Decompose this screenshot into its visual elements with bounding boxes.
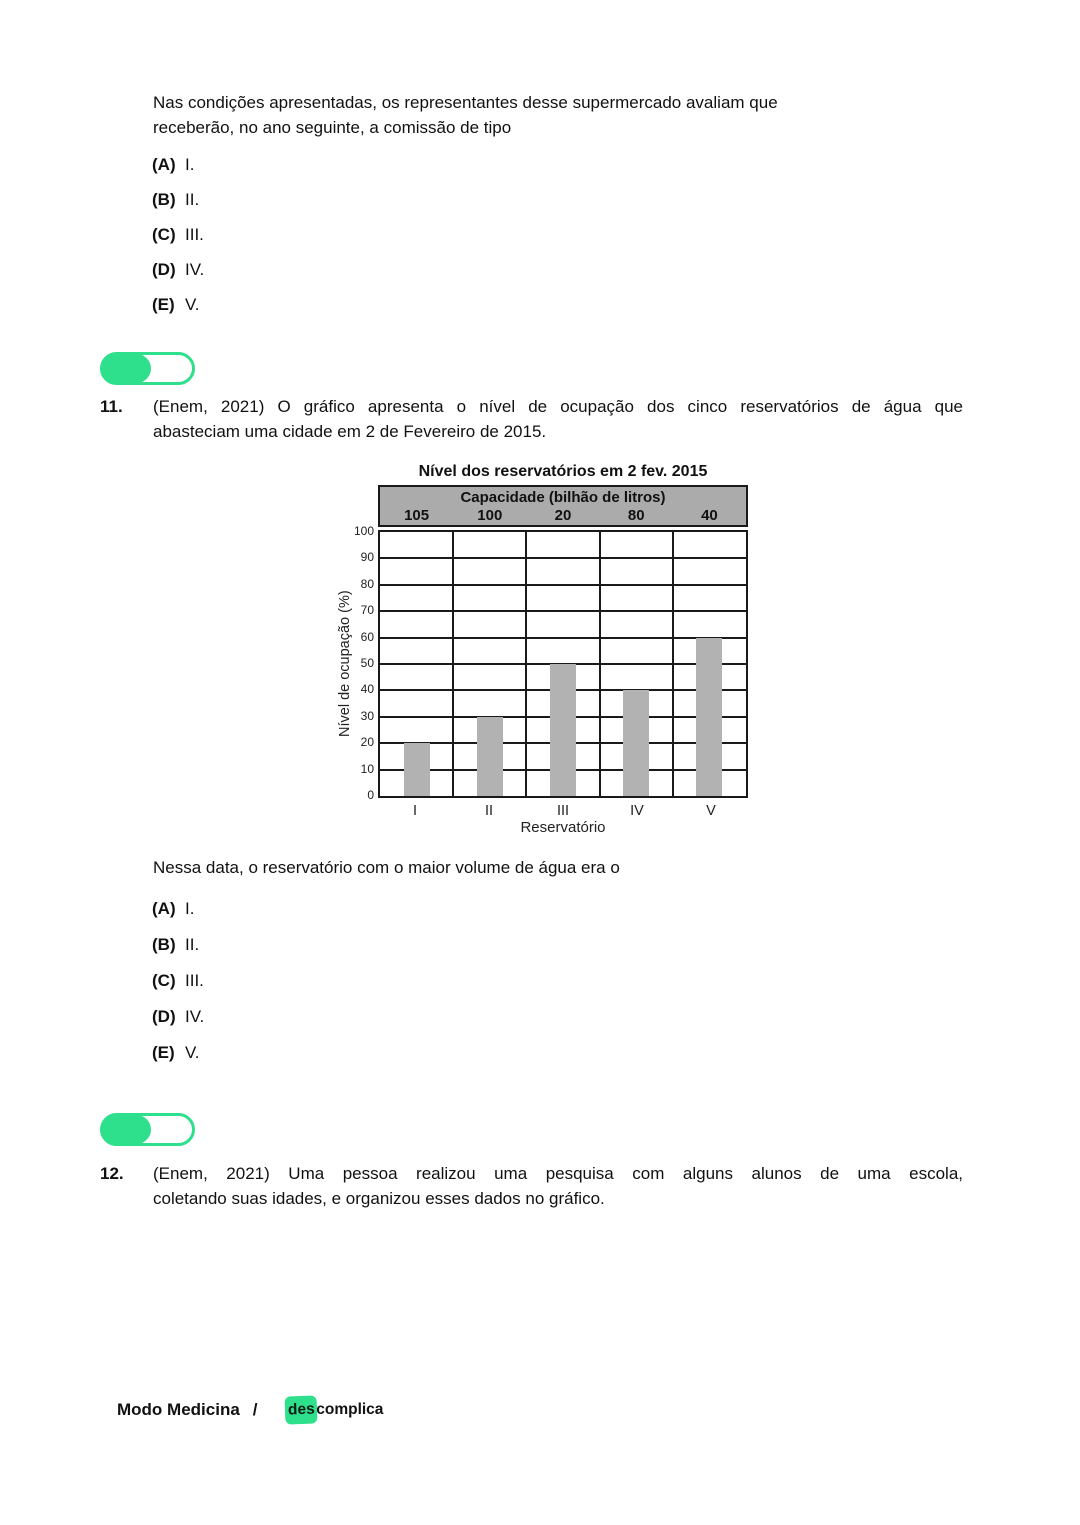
y-tick-label: 20 [360,735,374,750]
option-b [152,932,204,968]
option-text: V. [185,295,200,314]
option-text: IV. [185,260,205,279]
descomplica-logo [285,1396,384,1424]
chart-y-axis-label: Nível de ocupação (%) [337,590,353,738]
option-letter: (E) [152,1043,175,1062]
option-text: II. [185,935,200,954]
gridline [380,610,746,612]
capacity-values [380,507,746,525]
option-a [152,152,204,187]
y-tick-label: 60 [360,629,374,644]
y-tick-label: 40 [360,682,374,697]
option-letter: (C) [152,971,176,990]
question-line: abasteciam uma cidade em 2 de Fevereiro de 2015. [153,422,547,441]
option-text: III. [185,971,204,990]
capacity-value: 20 [554,507,572,524]
toggle-knob-icon [102,1115,151,1144]
option-e [152,292,204,327]
question-11-stem: Nessa data, o reservatório com o maior volume de água era o [153,858,620,877]
bar-reservatorio-I [404,743,430,796]
toggle-knob-icon [102,354,151,383]
option-letter: (B) [152,935,176,954]
x-category-label: II [484,803,494,819]
prompt-line: receberão, no ano seguinte, a comissão de tipo [153,118,512,137]
question-11-options [152,896,204,1076]
option-text: I. [185,899,195,918]
y-tick-label: 50 [360,656,374,670]
option-text: V. [185,1043,200,1062]
capacity-value: 40 [701,507,718,524]
y-tick-label: 70 [360,603,374,618]
capacity-value: 80 [627,507,645,524]
question-12-number: 12. [100,1164,124,1183]
descomplica-logo-icon: des [284,1395,317,1424]
option-letter: (D) [152,1007,176,1026]
question-line: (Enem, 2021) Uma pessoa realizou uma pesquisa com alguns alunos de uma escola, [153,1164,963,1183]
chart-x-axis-label: Reservatório [520,819,606,836]
option-d [152,257,204,292]
y-tick-label: 100 [353,524,374,538]
reservoir-bar-chart [335,462,750,844]
option-letter: (D) [152,260,176,279]
bar-reservatorio-IV [623,690,649,796]
option-text: II. [185,190,200,209]
x-category-label: III [556,803,570,819]
gridline [380,637,746,639]
answer-toggle[interactable] [100,352,195,385]
bar-reservatorio-II [477,717,503,796]
question-line: (Enem, 2021) O gráfico apresenta o nível de ocupação dos cinco reservatórios de água que [153,397,963,416]
capacity-header: Capacidade (bilhão de litros) [460,489,666,506]
page-footer [117,1396,383,1424]
option-b [152,187,204,222]
capacity-value: 105 [404,507,430,524]
y-tick-label: 30 [360,708,374,723]
descomplica-logo-text: complica [316,1401,384,1418]
option-a [152,896,204,932]
option-d [152,1004,204,1040]
option-c [152,222,204,257]
column-separator [599,532,601,796]
option-text: I. [185,155,195,174]
chart-title: Nível dos reservatórios em 2 fev. 2015 [418,463,708,480]
question-line: coletando suas idades, e organizou esses dados no gráfico. [153,1189,605,1208]
option-letter: (B) [152,190,176,209]
y-tick-label: 10 [360,761,374,776]
option-e [152,1040,204,1076]
prev-question-options [152,152,204,327]
column-separator [525,532,527,796]
chart-capacity-band [378,485,748,527]
option-letter: (A) [152,899,176,918]
y-tick-label: 90 [360,550,374,565]
option-text: III. [185,225,204,244]
question-12-text [153,1161,963,1211]
answer-toggle[interactable] [100,1113,195,1146]
column-separator [672,532,674,796]
question-11-number: 11. [100,397,123,416]
option-letter: (E) [152,295,175,314]
chart-plot-area [378,530,748,798]
gridline [380,584,746,586]
option-c [152,968,204,1004]
bar-reservatorio-III [550,664,576,796]
chart-x-categories [378,803,748,819]
footer-brand-text: Modo Medicina [117,1400,240,1419]
bar-reservatorio-V [696,638,722,796]
x-category-label: V [706,803,716,819]
option-letter: (C) [152,225,176,244]
y-tick-label: 80 [360,576,374,591]
column-separator [452,532,454,796]
option-letter: (A) [152,155,176,174]
x-category-label: IV [630,803,644,819]
prompt-line: Nas condições apresentadas, os representantes desse supermercado avaliam que [153,93,778,112]
footer-slash: / [252,1400,258,1419]
gridline [380,557,746,559]
x-category-label: I [412,803,418,819]
question-11-text [153,394,963,444]
option-text: IV. [185,1007,205,1026]
capacity-value: 100 [477,507,503,524]
y-tick-label: 0 [367,788,374,802]
prev-question-prompt [153,90,968,140]
